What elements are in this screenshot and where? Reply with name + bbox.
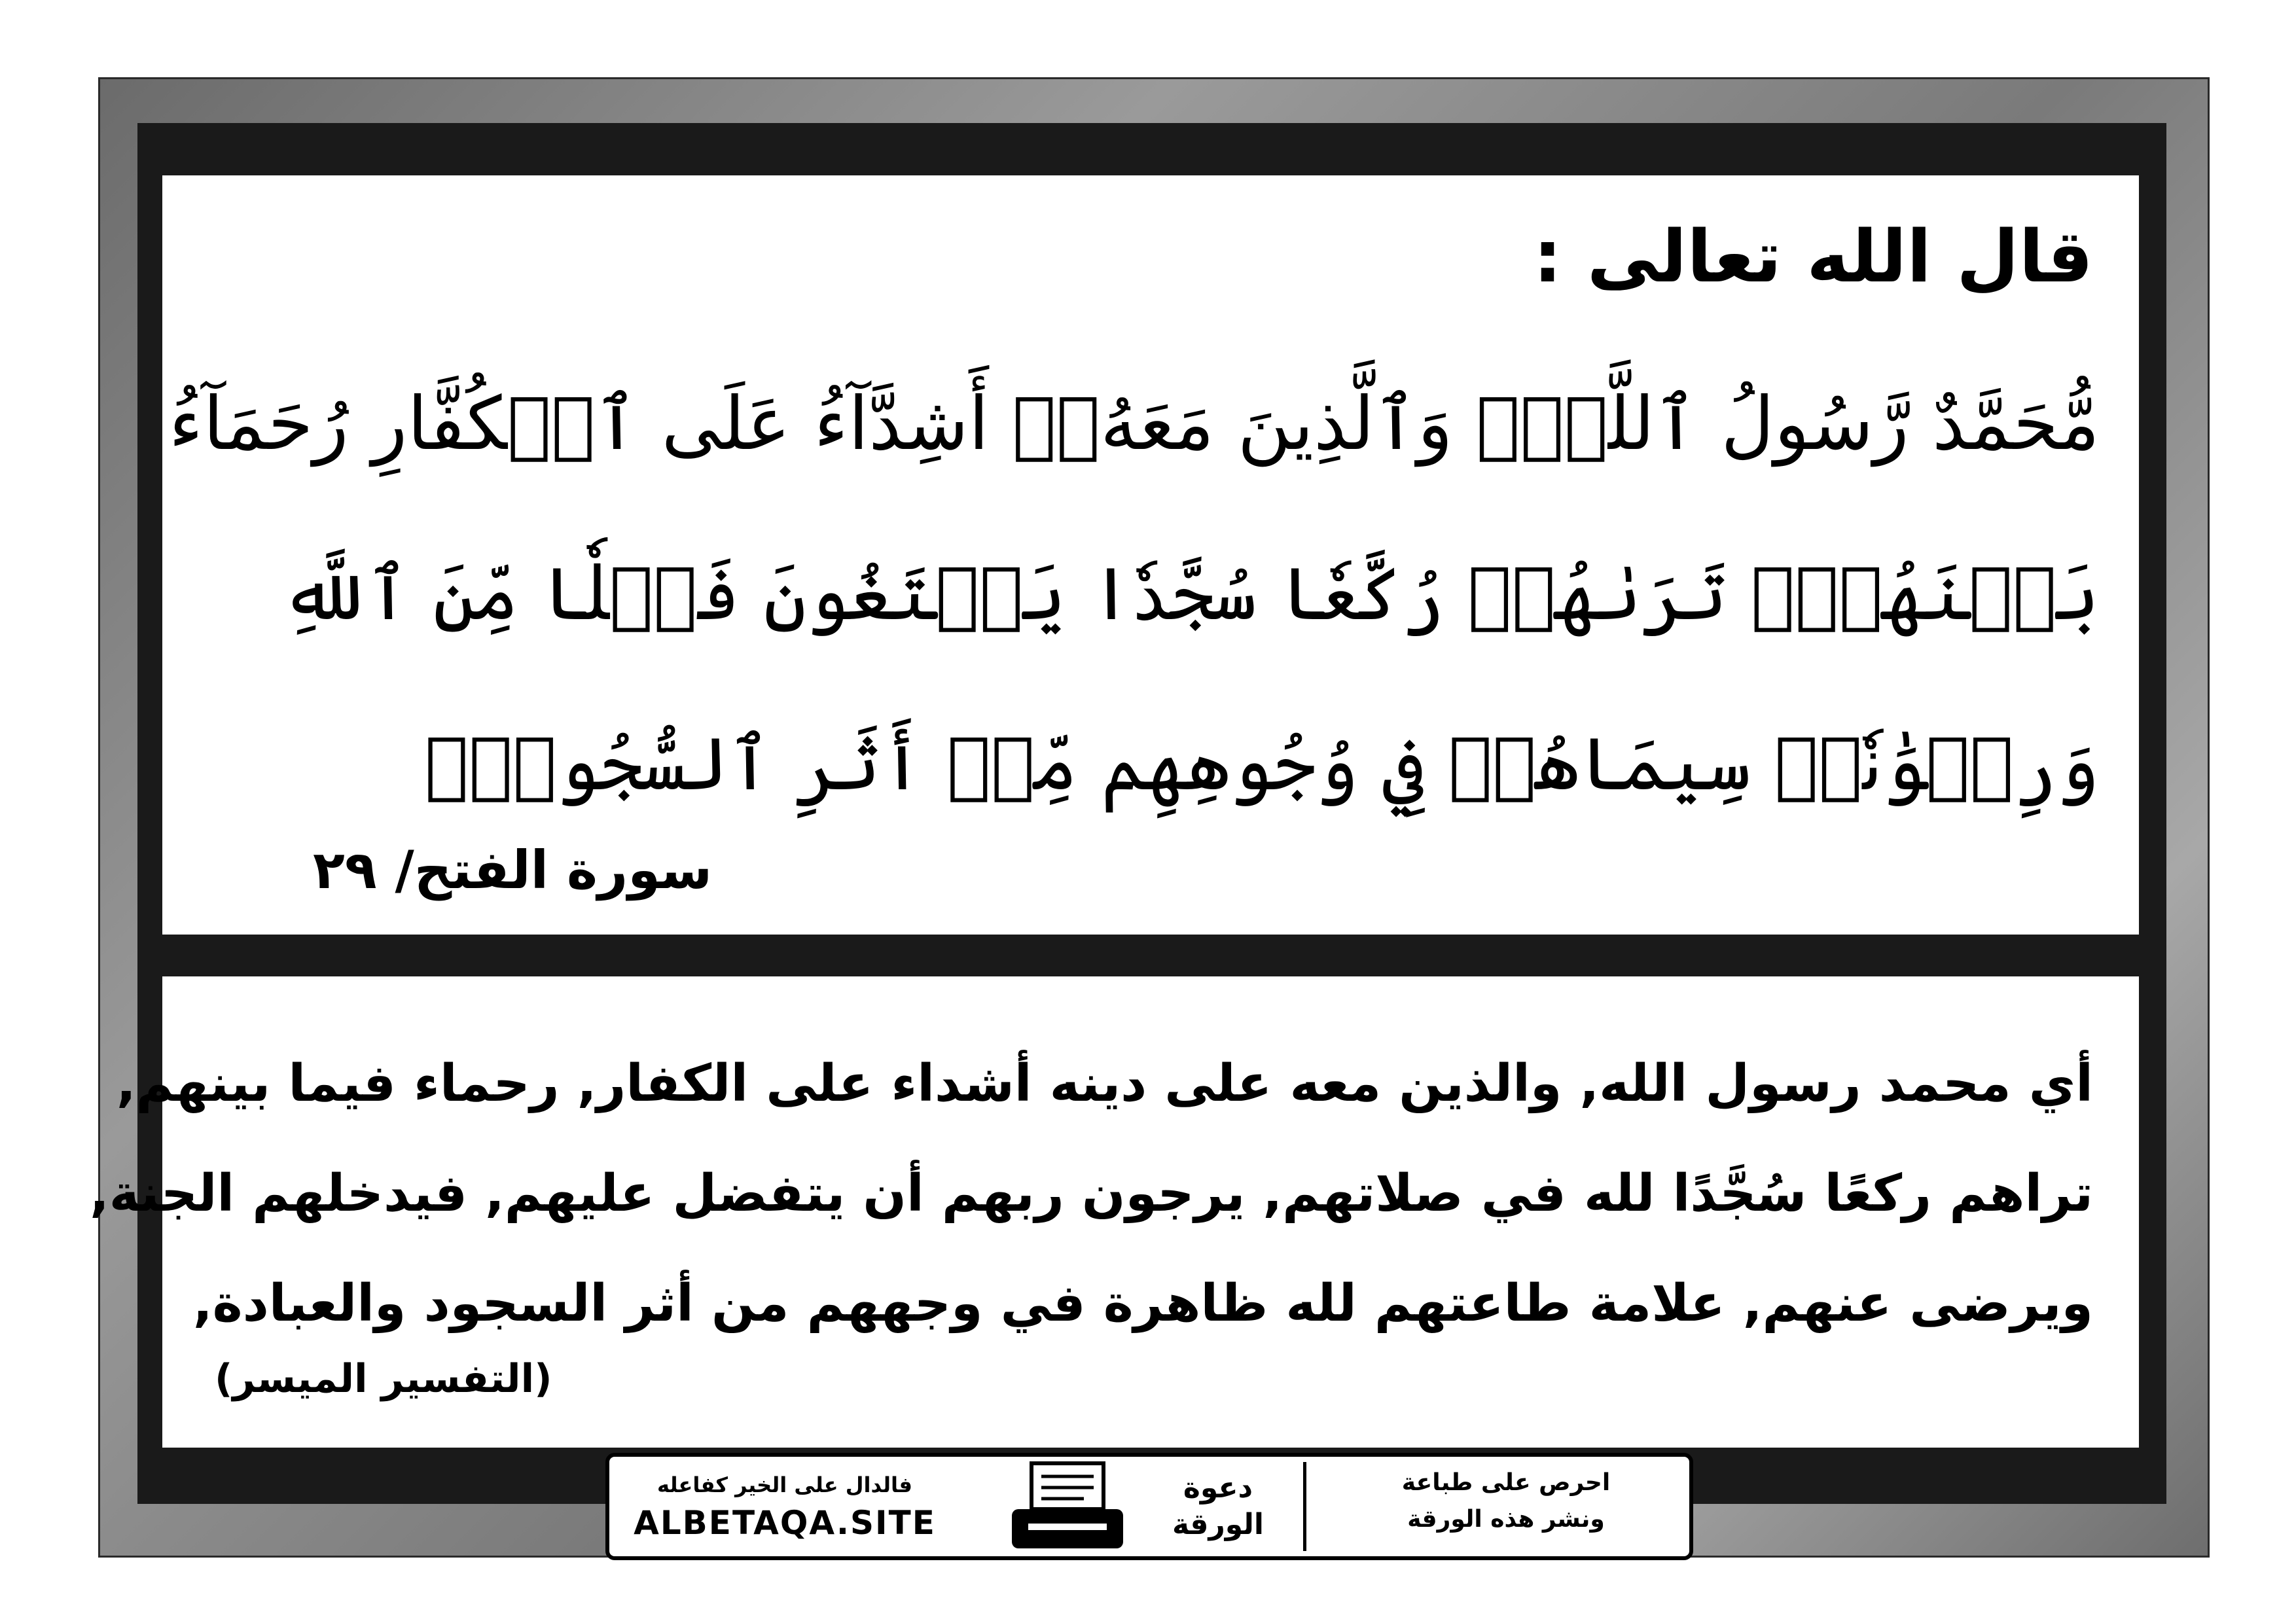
divider-bar — [137, 936, 2166, 976]
footer-bar — [605, 1453, 1693, 1560]
site-link[interactable]: ALBETAQA.SITE — [634, 1504, 936, 1542]
logo-line-2: الورقة — [1172, 1508, 1264, 1541]
printer-icon — [1005, 1458, 1130, 1556]
verse-line-3: وَرِضۡوَٰنٗاۖ سِيمَاهُمۡ فِي وُجُوهِهِم مِّنۡ أَثَرِ ٱلسُّجُودِۚ — [424, 722, 2100, 807]
tafsir-line-3: ويرضى عنهم, علامة طاعتهم لله ظاهرة في وجههم من أثر السجود والعبادة, — [193, 1274, 2093, 1333]
verse-line-2: بَيۡنَهُمۡۖ تَرَىٰهُمۡ رُكَّعٗا سُجَّدٗا يَبۡتَغُونَ فَضۡلٗا مِّنَ ٱللَّهِ — [280, 552, 2100, 637]
heading: قال الله تعالى : — [1533, 215, 2093, 298]
tafsir-text — [90, 1029, 2093, 1359]
footer-note-line-2: ونشر هذه الورقة — [1407, 1506, 1605, 1533]
verse-line-1: مُّحَمَّدٌ رَّسُولُ ٱللَّهِۚ وَٱلَّذِينَ مَعَهُۥٓ أَشِدَّآءُ عَلَى ٱلۡكُفَّارِ رُحَمَآءُ — [168, 382, 2100, 467]
footer-note-line-1: احرص على طباعة — [1401, 1469, 1611, 1496]
surah-reference: سورة الفتح/ ٢٩ — [313, 840, 713, 901]
logo-line-1: دعوة — [1183, 1471, 1253, 1505]
footer-motto: فالدال على الخير كفاعله — [657, 1472, 912, 1497]
tafsir-source: (التفسير الميسر) — [215, 1356, 552, 1402]
tafsir-line-1: أي محمد رسول الله, والذين معه على دينه أشداء على الكفار, رحماء فيما بينهم, — [116, 1054, 2093, 1113]
footer-site-block — [621, 1463, 948, 1542]
tafsir-line-2: تراهم ركعًا سُجَّدًا لله في صلاتهم, يرجون ربهم أن يتفضل عليهم, فيدخلهم الجنة, — [90, 1164, 2093, 1223]
footer-note — [1336, 1465, 1676, 1538]
tafsir-panel — [90, 976, 2139, 1448]
logo — [1153, 1462, 1306, 1551]
verse-text — [168, 339, 2100, 849]
verse-panel — [162, 175, 2139, 935]
